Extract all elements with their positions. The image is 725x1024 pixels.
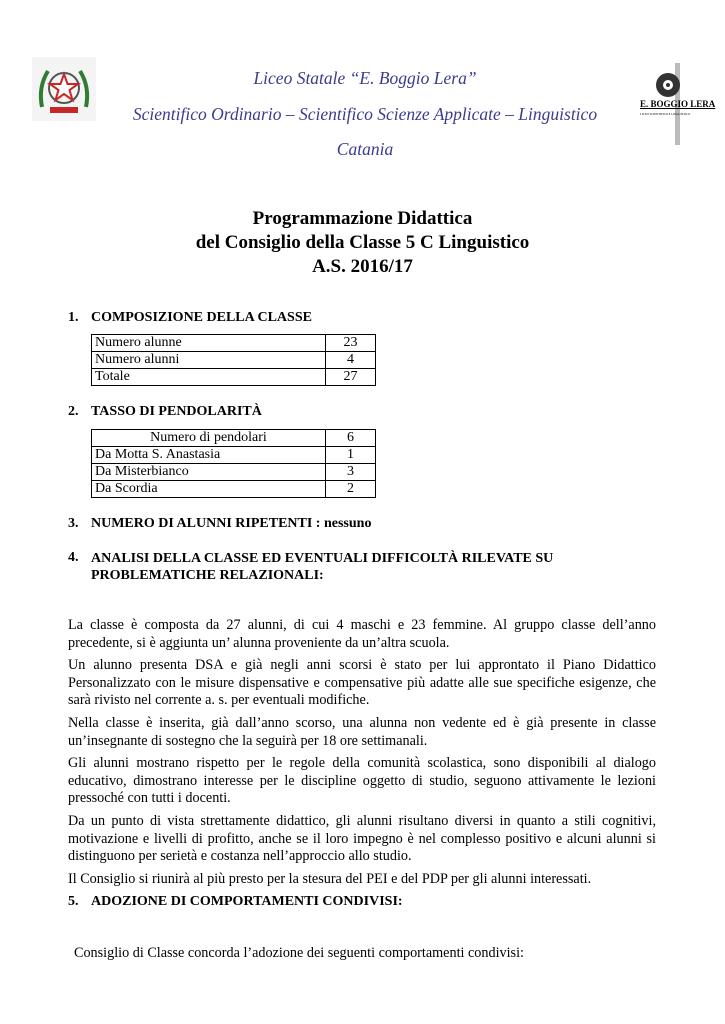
doc-title-line1: Programmazione Didattica [252, 208, 473, 229]
table-row [92, 464, 376, 481]
section-title: TASSO DI PENDOLARITÀ [91, 404, 262, 419]
school-name: Liceo Statale “E. Boggio Lera” [253, 68, 477, 88]
table-cell-value: 6 [326, 430, 376, 447]
table-row [92, 352, 376, 369]
table-cell-label: Numero alunne [92, 335, 326, 352]
table-row [92, 447, 376, 464]
table-row [92, 430, 376, 447]
table-row [92, 481, 376, 498]
table-cell-value: 2 [326, 481, 376, 498]
table-cell-label: Numero alunni [92, 352, 326, 369]
doc-title-line3: A.S. 2016/17 [312, 256, 413, 277]
section-title: COMPOSIZIONE DELLA CLASSE [91, 310, 312, 325]
logo-subtext: LICEO SCIENTIFICO E LINGUISTICO [640, 112, 691, 116]
table-cell-value: 23 [326, 335, 376, 352]
section-5-intro: Consiglio di Classe concorda l’adozione dei seguenti comportamenti condivisi: [74, 945, 524, 961]
table-cell-label: Da Motta S. Anastasia [92, 447, 326, 464]
table-row [92, 369, 376, 386]
logo-text: E. BOGGIO LERA [640, 99, 716, 109]
table-cell-value: 3 [326, 464, 376, 481]
table-row [92, 335, 376, 352]
section-number: 2. [68, 404, 79, 419]
paragraph: Un alunno presenta DSA e già negli anni scorsi è stato per lui approntato il Piano Didattico Personalizzato con le misure dispensative e compensative più adatte alle sue specifiche esigenze, che sarà rivisto nel corrente a. s. per eventuali modifiche. [68, 657, 656, 709]
section-4-heading [68, 550, 628, 584]
section-1-heading [68, 310, 312, 326]
commuter-table [91, 429, 376, 498]
table-cell-label: Da Scordia [92, 481, 326, 498]
table-cell-value: 1 [326, 447, 376, 464]
table-cell-label: Numero di pendolari [92, 430, 326, 447]
paragraph: La classe è composta da 27 alunni, di cui 4 maschi e 23 femmine. Al gruppo classe dell’anno precedente, si è aggiunta un’ alunna proveniente da un’altra scuola. [68, 617, 656, 651]
section-2-heading [68, 404, 262, 420]
school-courses: Scientifico Ordinario – Scientifico Scienze Applicate – Linguistico [132, 104, 598, 124]
section-number: 1. [68, 310, 79, 325]
analysis-text [68, 617, 656, 893]
republic-emblem-icon [32, 57, 96, 121]
section-number: 4. [68, 550, 79, 565]
section-5-heading [68, 894, 403, 910]
paragraph: Il Consiglio si riunirà al più presto per la stesura del PEI e del PDP per gli alunni interessati. [68, 870, 592, 887]
paragraph: Gli alunni mostrano rispetto per le regole della comunità scolastica, sono disponibili al dialogo educativo, dimostrano interesse per le discipline oggetto di studio, seguono attivamente le lezioni pressoché con tutti i docenti. [68, 755, 656, 807]
section-title: NUMERO DI ALUNNI RIPETENTI : nessuno [91, 516, 372, 531]
section-number: 3. [68, 516, 79, 531]
paragraph: Nella classe è inserita, già dall’anno scorso, una alunna non vedente ed è già presente in classe un’insegnante di sostegno che la seguirà per 18 ore settimanali. [68, 714, 656, 749]
composition-table [91, 334, 376, 386]
doc-title-line2: del Consiglio della Classe 5 C Linguistico [195, 232, 530, 253]
section-number: 5. [68, 894, 79, 909]
school-city: Catania [336, 139, 394, 159]
section-title: ANALISI DELLA CLASSE ED EVENTUALI DIFFICOLTÀ RILEVATE SU PROBLEMATICHE RELAZIONALI: [91, 551, 554, 583]
school-logo [640, 63, 716, 145]
table-cell-value: 27 [326, 369, 376, 386]
section-3-heading [68, 516, 371, 532]
section-title: ADOZIONE DI COMPORTAMENTI CONDIVISI: [91, 894, 403, 909]
table-cell-label: Totale [92, 369, 326, 386]
paragraph: Da un punto di vista strettamente didattico, gli alunni risultano diversi in quanto a stili cognitivi, motivazione e livelli di profitto, anche se il loro impegno è nel complesso positivo e alcuni alunni si distinguono per serietà e costanza nell’approccio allo studio. [68, 812, 656, 865]
table-cell-value: 4 [326, 352, 376, 369]
table-cell-label: Da Misterbianco [92, 464, 326, 481]
